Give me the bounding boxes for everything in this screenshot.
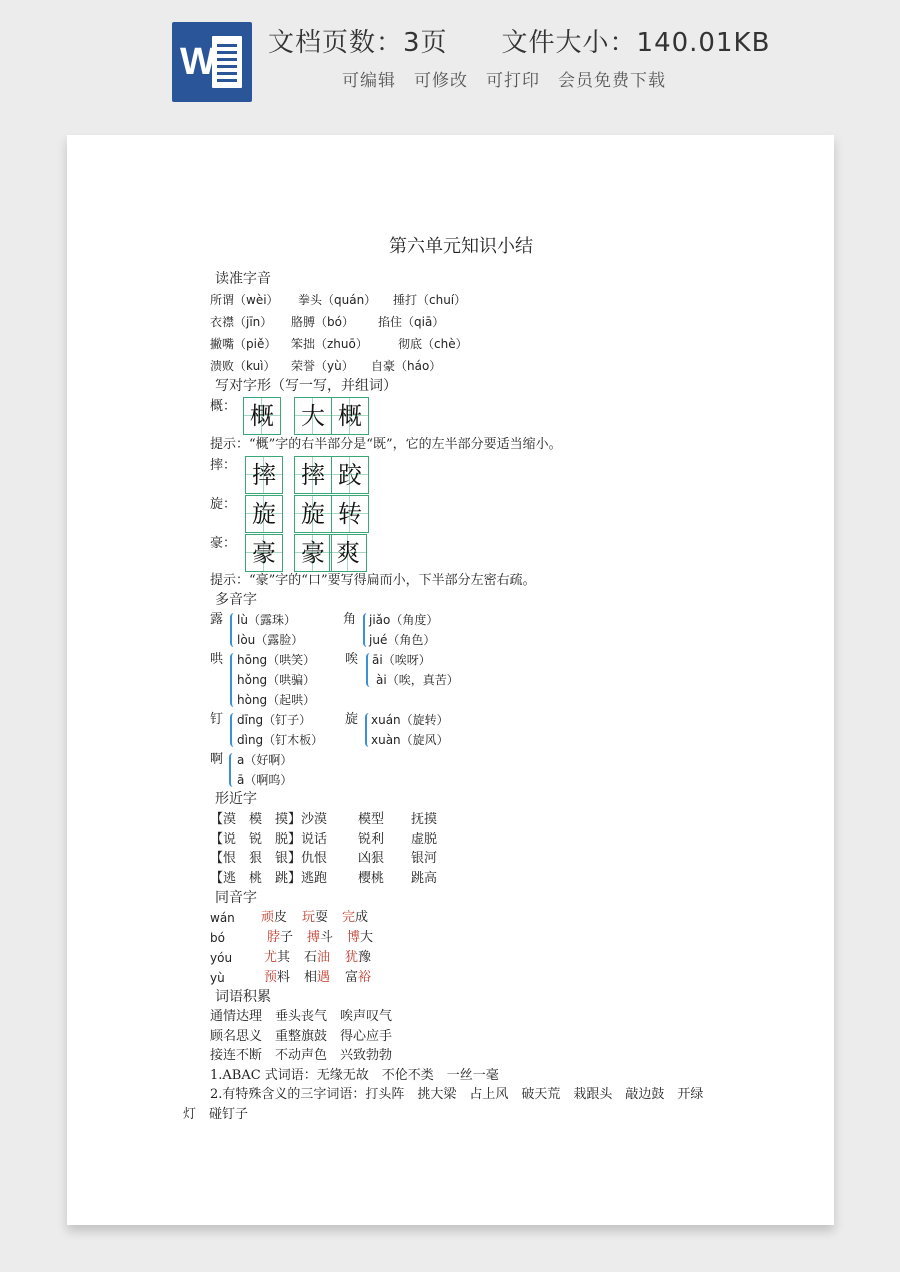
pron-row-3: 撇嘴（piě） 笨拙（zhuō） 彻底（chè） bbox=[210, 337, 468, 351]
poly-item: āi（唉呀） bbox=[372, 653, 431, 667]
three-char-words: 2.有特殊含义的三字词语：打头阵 挑大梁 占上风 破天荒 栽跟头 敲边鼓 开绿 bbox=[210, 1087, 704, 1102]
poly-item: hòng（起哄） bbox=[237, 693, 316, 707]
char-box-single: 豪 bbox=[245, 534, 283, 572]
char-box-single: 摔 bbox=[245, 456, 283, 494]
char-box-pair-2: 转 bbox=[331, 495, 369, 533]
word-icon-letter: W bbox=[180, 41, 216, 83]
tip-hao: 提示：“豪”字的“口”要写得扁而小，下半部分左密右疏。 bbox=[210, 573, 536, 588]
section-similar-chars: 形近字 bbox=[215, 791, 257, 807]
char-label-gai: 概： bbox=[210, 399, 237, 414]
poly-item: xuàn（旋风） bbox=[371, 733, 449, 747]
char-box-single: 概 bbox=[243, 397, 281, 435]
homo-row-you: yóu 尤其 石油 犹豫 bbox=[210, 950, 372, 965]
similar-row-4: 【逃 桃 跳】逃跑 樱桃 跳高 bbox=[210, 871, 438, 886]
poly-item: jiǎo（角度） bbox=[369, 613, 439, 627]
section-vocabulary: 词语积累 bbox=[215, 989, 271, 1005]
file-features: 可编辑 可修改 可打印 会员免费下载 bbox=[342, 71, 666, 91]
pron-row-4: 溃败（kuì） 荣誉（yù） 自豪（háo） bbox=[210, 359, 442, 373]
poly-char-xuan: 旋 bbox=[345, 712, 359, 727]
pron-row-2: 衣襟（jīn） 胳膊（bó） 掐住（qiā） bbox=[210, 315, 445, 329]
char-box-pair-1: 摔 bbox=[294, 456, 332, 494]
char-box-pair-1: 豪 bbox=[294, 534, 332, 572]
pron-row-1: 所谓（wèi） 拳头（quán） 捶打（chuí） bbox=[210, 293, 467, 307]
poly-item: lòu（露脸） bbox=[237, 633, 304, 647]
poly-item: xuán（旋转） bbox=[371, 713, 449, 727]
section-characters: 写对字形（写一写，并组词） bbox=[215, 378, 397, 394]
brace bbox=[230, 653, 237, 707]
three-char-words-cont: 灯 碰钉子 bbox=[183, 1107, 249, 1122]
similar-row-1: 【漠 模 摸】沙漠 模型 抚摸 bbox=[210, 812, 438, 827]
char-box-pair-2: 跤 bbox=[331, 456, 369, 494]
char-label-hao: 豪： bbox=[210, 536, 237, 551]
char-label-shuai: 摔： bbox=[210, 458, 237, 473]
brace bbox=[229, 753, 236, 787]
word-icon-sheet bbox=[212, 36, 242, 88]
poly-item: hǒng（哄骗） bbox=[237, 673, 316, 687]
similar-row-2: 【说 锐 脱】说话 锐利 虚脱 bbox=[210, 832, 438, 847]
poly-item: dìng（钉木板） bbox=[237, 733, 324, 747]
poly-char-a: 啊 bbox=[210, 752, 224, 767]
poly-item: a（好啊） bbox=[237, 753, 293, 767]
poly-item: jué（角色） bbox=[369, 633, 436, 647]
abac-words: 1.ABAC 式词语：无缘无故 不伦不类 一丝一毫 bbox=[210, 1068, 499, 1083]
char-box-pair-2: 概 bbox=[331, 397, 369, 435]
poly-item: hōng（哄笑） bbox=[237, 653, 316, 667]
phrase-row-2: 顾名思义 重整旗鼓 得心应手 bbox=[210, 1029, 393, 1044]
poly-char-ai: 唉 bbox=[345, 652, 359, 667]
poly-char-lu: 露 bbox=[210, 612, 224, 627]
char-box-pair-2: 爽 bbox=[329, 534, 367, 572]
brace bbox=[230, 713, 237, 747]
section-homophones: 同音字 bbox=[215, 890, 257, 906]
poly-char-hong: 哄 bbox=[210, 652, 224, 667]
phrase-row-1: 通情达理 垂头丧气 唉声叹气 bbox=[210, 1009, 393, 1024]
homo-row-wan: wán 顽皮 玩耍 完成 bbox=[210, 910, 369, 925]
char-label-xuan: 旋： bbox=[210, 497, 237, 512]
document-page bbox=[67, 135, 834, 1225]
phrase-row-3: 接连不断 不动声色 兴致勃勃 bbox=[210, 1048, 393, 1063]
file-stats: 文档页数：3页 文件大小：140.01KB bbox=[268, 28, 771, 58]
tip-gai: 提示：“概”字的右半部分是“既”，它的左半部分要适当缩小。 bbox=[210, 437, 562, 452]
download-banner bbox=[0, 0, 900, 120]
poly-item: lù（露珠） bbox=[237, 613, 296, 627]
poly-item: ài（唉，真苦） bbox=[376, 673, 459, 687]
section-pronunciation: 读准字音 bbox=[215, 271, 271, 287]
poly-item: dīng（钉子） bbox=[237, 713, 312, 727]
char-box-pair-1: 大 bbox=[294, 397, 332, 435]
doc-title: 第六单元知识小结 bbox=[389, 236, 533, 257]
homo-row-bo: bó 脖子 搏斗 博大 bbox=[210, 930, 374, 945]
similar-row-3: 【恨 狠 银】仇恨 凶狠 银河 bbox=[210, 851, 438, 866]
section-polyphones: 多音字 bbox=[215, 592, 257, 608]
word-document-icon bbox=[172, 22, 252, 102]
homo-row-yu: yù 预料 相遇 富裕 bbox=[210, 970, 372, 985]
brace bbox=[230, 613, 237, 647]
poly-item: ā（啊呜） bbox=[237, 773, 293, 787]
poly-char-jiao: 角 bbox=[343, 612, 357, 627]
poly-char-ding: 钉 bbox=[210, 712, 224, 727]
char-box-single: 旋 bbox=[245, 495, 283, 533]
char-box-pair-1: 旋 bbox=[294, 495, 332, 533]
